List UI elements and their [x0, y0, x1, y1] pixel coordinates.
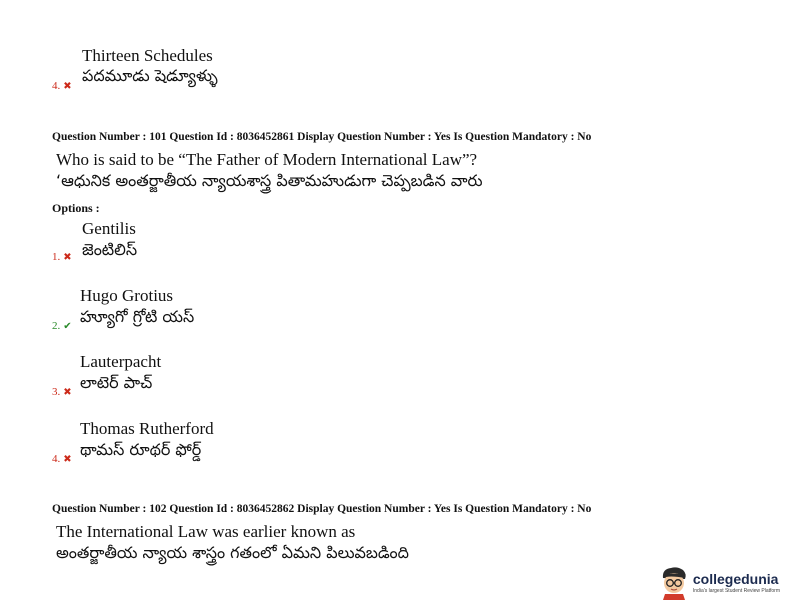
option-3-telugu: లాటెర్ పాచ్ [80, 373, 153, 392]
option-4-telugu: థామస్ రూథర్ ఫోర్డ్ [80, 440, 202, 459]
option-3-english: Lauterpacht [80, 352, 162, 371]
question-text-english: The International Law was earlier known as [56, 522, 356, 541]
option-number-label: 4. [52, 453, 61, 465]
cross-icon: ✖ [63, 387, 72, 398]
option-2-english: Hugo Grotius [80, 286, 174, 305]
cross-icon: ✖ [63, 454, 72, 465]
question-text-telugu: ‘ఆధునిక అంతర్జాతీయ న్యాయశాస్త్ర పితామహుడుగా చెప్పబడిన వారు [56, 171, 483, 190]
prev-option-english: Thirteen Schedules [82, 46, 213, 65]
logo-tagline: India's largest Student Review Platform [692, 588, 780, 594]
question-meta: Question Number : 102 Question Id : 8036452862 Display Question Number : Yes Is Question Mandatory : No [52, 503, 592, 515]
logo-wordmark: collegedunia [692, 571, 779, 587]
option-4-english: Thomas Rutherford [80, 419, 214, 438]
question-meta: Question Number : 101 Question Id : 8036452861 Display Question Number : Yes Is Question Mandatory : No [52, 131, 592, 143]
option-4-number [52, 453, 72, 465]
mascot-icon [659, 566, 689, 600]
question-text-telugu: అంతర్జాతీయ న్యాయ శాస్త్రం గతంలో ఏమని పిలువబడింది [56, 543, 409, 562]
cross-icon: ✖ [63, 81, 72, 92]
option-2-number [52, 320, 72, 332]
cross-icon: ✖ [63, 252, 72, 263]
question-text-english: Who is said to be “The Father of Modern International Law”? [56, 150, 478, 169]
prev-option-number [52, 80, 72, 92]
collegedunia-logo [659, 566, 780, 600]
option-number-label: 1. [52, 251, 61, 263]
prev-option-telugu: పదమూడు షెడ్యూళ్ళు [82, 66, 218, 85]
option-1-number [52, 251, 72, 263]
option-number-label: 4. [52, 80, 61, 92]
option-number-label: 3. [52, 386, 61, 398]
option-3-number [52, 386, 72, 398]
options-label: Options : [52, 201, 100, 215]
option-2-telugu: హ్యూగో గ్రోటి యస్ [80, 307, 195, 326]
option-1-english: Gentilis [82, 219, 136, 238]
option-number-label: 2. [52, 320, 61, 332]
option-1-telugu: జెంటిలిస్ [82, 240, 138, 259]
check-icon: ✔ [63, 321, 72, 332]
